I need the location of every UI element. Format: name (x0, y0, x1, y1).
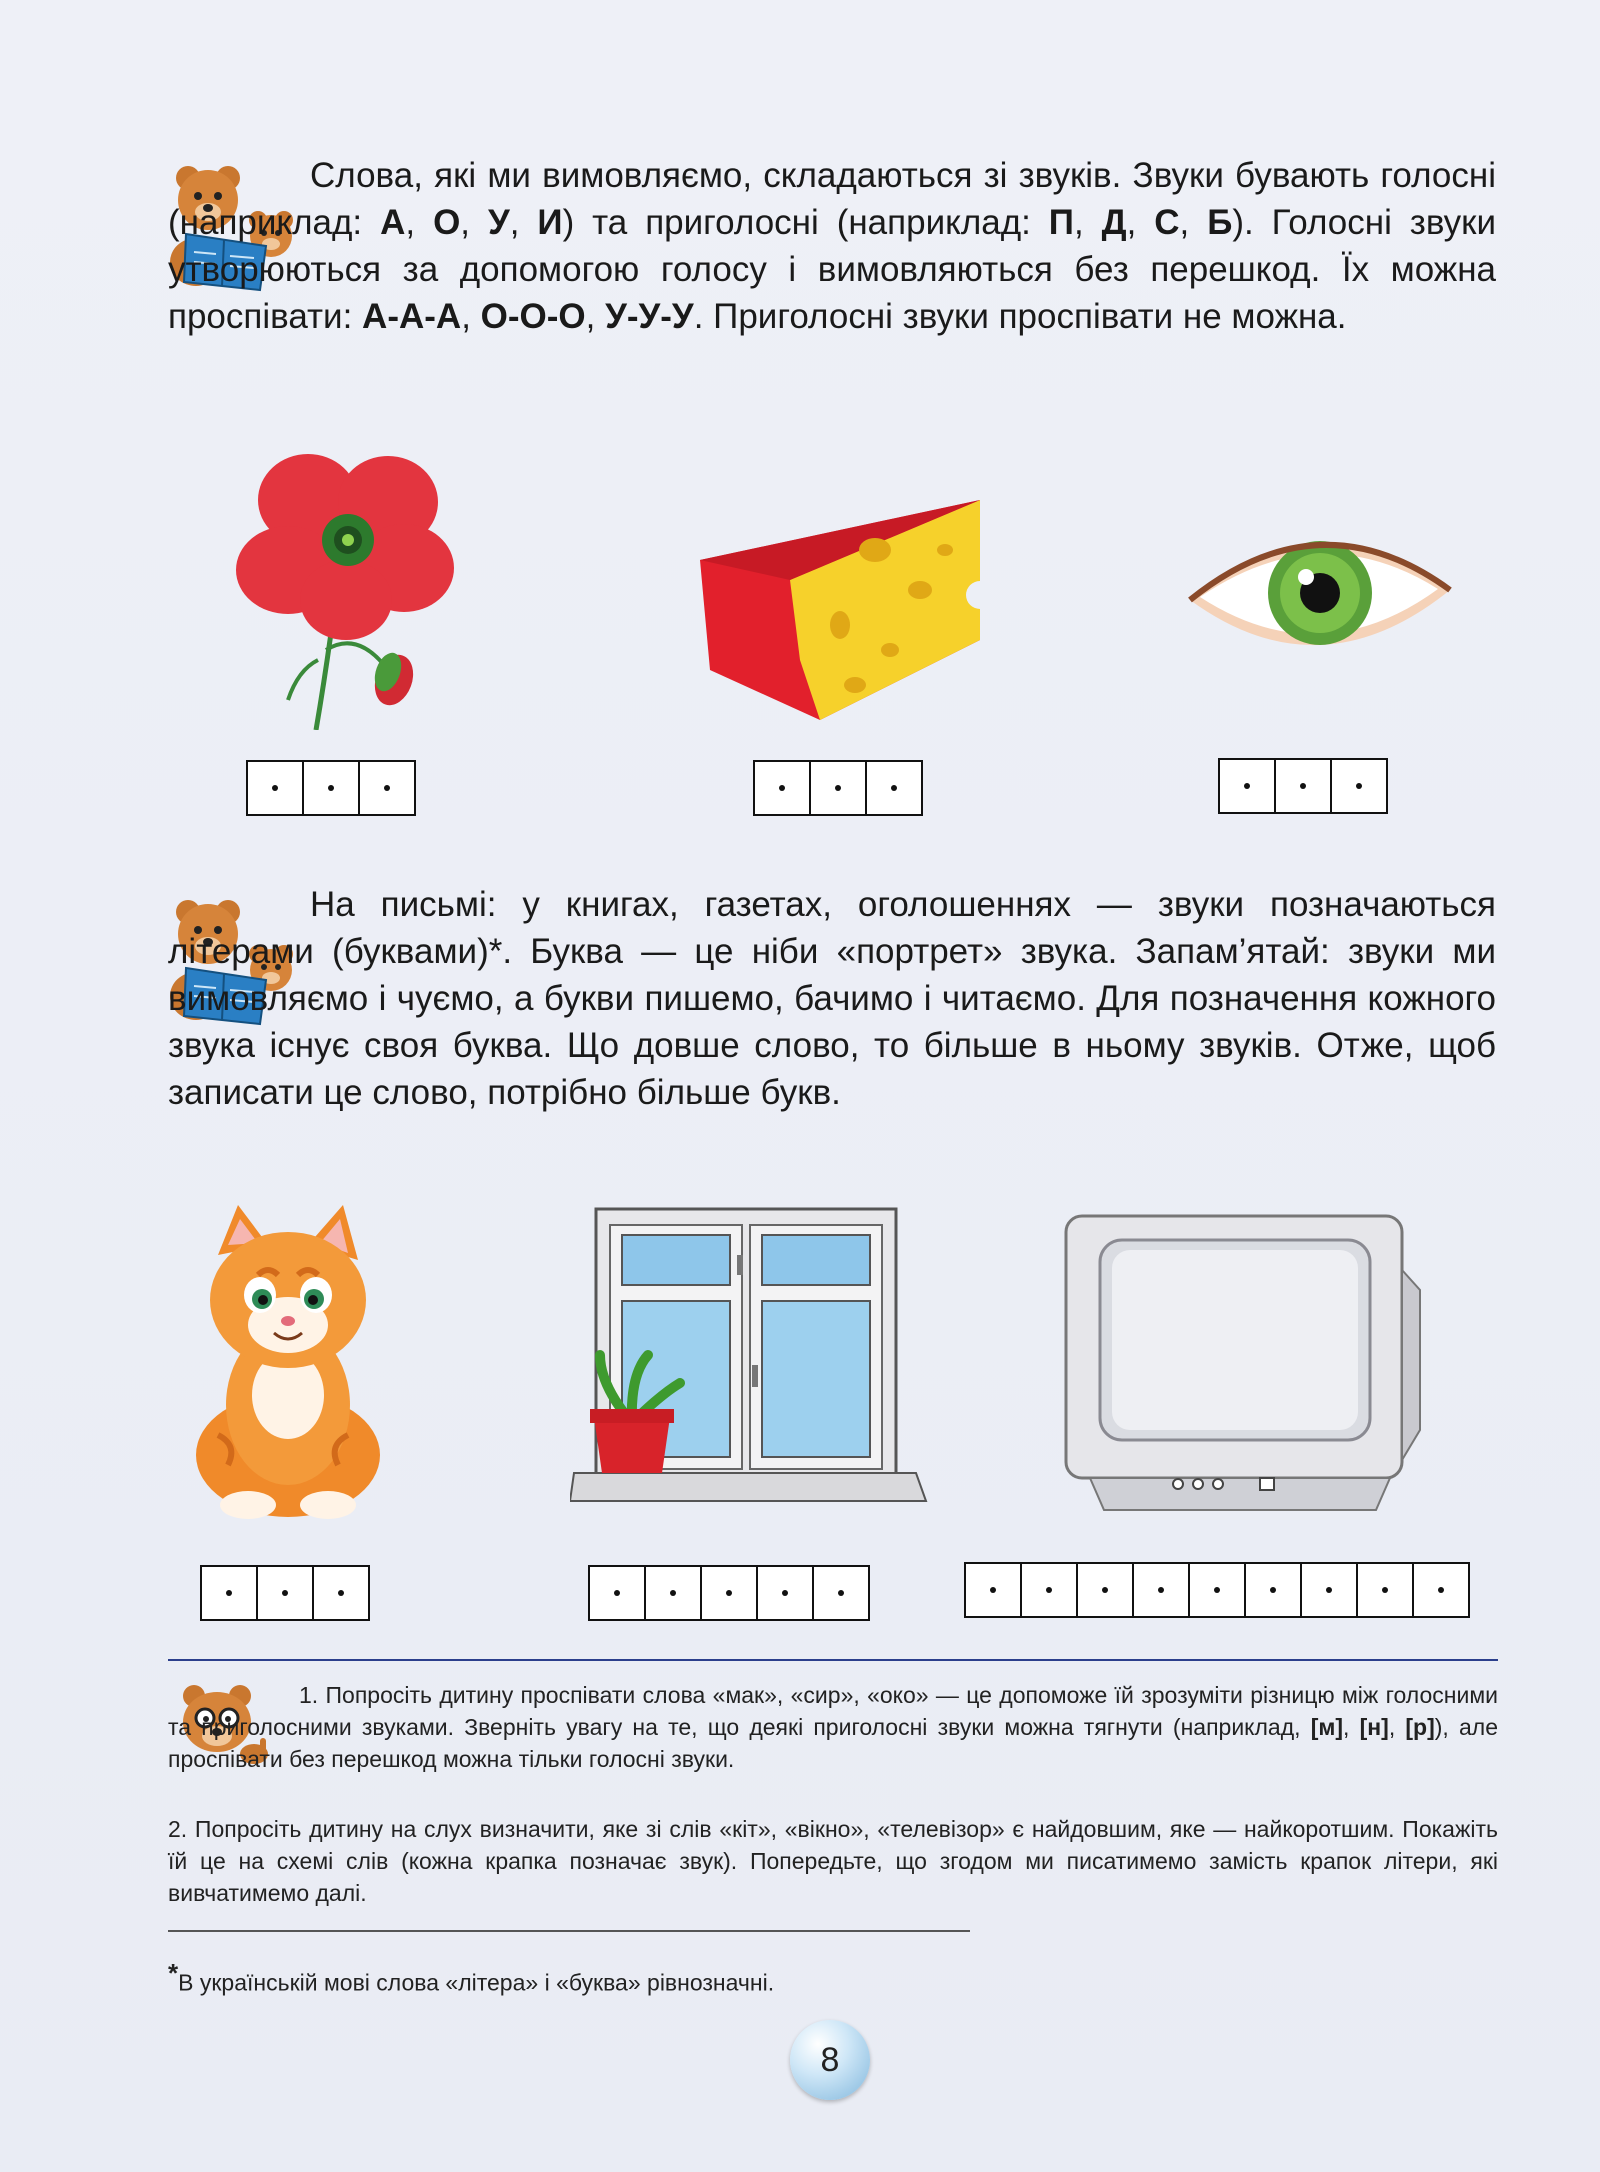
sound-dot-cell (1412, 1562, 1470, 1618)
text-segment: , (585, 297, 606, 336)
sound-dot-cell (753, 760, 811, 816)
note-text: , (1343, 1714, 1360, 1740)
window-picture (570, 1205, 930, 1525)
text-segment: Слова, які ми вимовляємо, складаються зі звуків. Звуки бувають голосні (наприклад: (168, 156, 1496, 242)
bold-letter: У (487, 203, 510, 242)
text-segment: ). Голосні звуки утворюються за допомогою голосу і вимовляються без перешкод. Їх можна проспівати: (168, 203, 1497, 336)
bold-letter: П (1048, 203, 1074, 242)
sound-n: [н] (1359, 1714, 1389, 1740)
parent-note-2: 2. Попросіть дитину на слух визначити, яке зі слів «кіт», «вікно», «телевізор» є найдовшим, яке — найкоротшим. Покажіть їй це на схемі слів (кожна крапка позначає звук). Попередьте, що згодом ми писатимемо замість крапок літери, які вивчатимемо далі. (168, 1816, 1498, 1906)
bold-example: О-О-О (480, 297, 586, 336)
sound-scheme-flower (248, 760, 416, 816)
sound-dot-cell (1356, 1562, 1414, 1618)
notes-top-rule (168, 1659, 1498, 1661)
page-number: 8 (790, 2020, 870, 2100)
letters-paragraph: На письмі: у книгах, газетах, оголошеннях — звуки позначаються літерами (буквами)*. Буква — це ніби «портрет» звука. Запам’ятай: звуки ми вимовляємо і чуємо, а букви пишемо, бачимо і читаємо. Для позначення кожного звука існує своя буква. Що довше слово, то більше в ньому звуків. Отже, щоб записати це слово, потрібно більше букв. (168, 885, 1496, 1112)
sound-dot-cell (246, 760, 304, 816)
text-segment: , (1126, 203, 1155, 242)
sound-dot-cell (756, 1565, 814, 1621)
bold-letter: И (537, 203, 563, 242)
sound-dot-cell (358, 760, 416, 816)
text-segment: , (1073, 203, 1102, 242)
sound-scheme-television (966, 1562, 1470, 1618)
bold-letter: А (380, 203, 406, 242)
footnote (168, 1958, 774, 1997)
footnote-mark: * (168, 1958, 179, 1988)
sound-dot-cell (1132, 1562, 1190, 1618)
sound-dot-cell (809, 760, 867, 816)
footnote-rule (168, 1930, 970, 1932)
sound-scheme-kitten (202, 1565, 370, 1621)
sound-dot-cell (302, 760, 360, 816)
sound-m: [м] (1310, 1714, 1344, 1740)
sound-dot-cell (1218, 758, 1276, 814)
sound-dot-cell (1300, 1562, 1358, 1618)
sound-dot-cell (644, 1565, 702, 1621)
sound-dot-cell (1274, 758, 1332, 814)
sound-dot-cell (1020, 1562, 1078, 1618)
sound-dot-cell (312, 1565, 370, 1621)
parent-note-1 (168, 1679, 1498, 1775)
television-picture (1060, 1210, 1430, 1520)
note-text: , (1388, 1714, 1406, 1740)
sound-dot-cell (1330, 758, 1388, 814)
sound-r: [р] (1405, 1714, 1435, 1740)
bold-letter: Б (1207, 203, 1233, 242)
footnote-text: В українській мові слова «літера» і «буква» рівнозначні. (178, 1969, 775, 1996)
note-text: ), але проспівати без перешкод можна тільки голосні звуки. (168, 1714, 1498, 1772)
cheese-picture (690, 490, 990, 720)
sound-dot-cell (964, 1562, 1022, 1618)
sound-dot-cell (865, 760, 923, 816)
bold-letter: С (1154, 203, 1180, 242)
sound-scheme-window (590, 1565, 870, 1621)
sound-dot-cell (1244, 1562, 1302, 1618)
sound-dot-cell (1076, 1562, 1134, 1618)
sound-dot-cell (812, 1565, 870, 1621)
bold-letter: О (433, 203, 461, 242)
sound-scheme-cheese (755, 760, 923, 816)
text-segment: , (509, 203, 538, 242)
text-segment: , (461, 297, 481, 336)
note-text: 1. Попросіть дитину проспівати слова «мак», «сир», «око» — це допоможе їй зрозуміти різницю між голосними та приголосними звуками. Зверніть увагу на те, що деякі приголосні звуки можна тягнути (наприклад, (168, 1682, 1498, 1740)
poppy-flower-picture (228, 440, 458, 730)
eye-picture (1180, 505, 1460, 685)
sound-scheme-eye (1220, 758, 1388, 814)
text-segment: ) та приголосні (наприклад: (562, 203, 1049, 242)
bold-example: А-А-А (362, 297, 462, 336)
bold-letter: Д (1101, 203, 1127, 242)
sound-dot-cell (256, 1565, 314, 1621)
kitten-picture (178, 1205, 398, 1525)
text-segment: , (460, 203, 488, 242)
text-segment: . Приголосні звуки проспівати не можна. (693, 297, 1347, 336)
intro-paragraph (168, 152, 1496, 340)
sound-dot-cell (200, 1565, 258, 1621)
bold-example: У-У-У (605, 297, 694, 336)
sound-dot-cell (1188, 1562, 1246, 1618)
sound-dot-cell (588, 1565, 646, 1621)
text-segment: , (1179, 203, 1208, 242)
text-segment: , (405, 203, 434, 242)
sound-dot-cell (700, 1565, 758, 1621)
